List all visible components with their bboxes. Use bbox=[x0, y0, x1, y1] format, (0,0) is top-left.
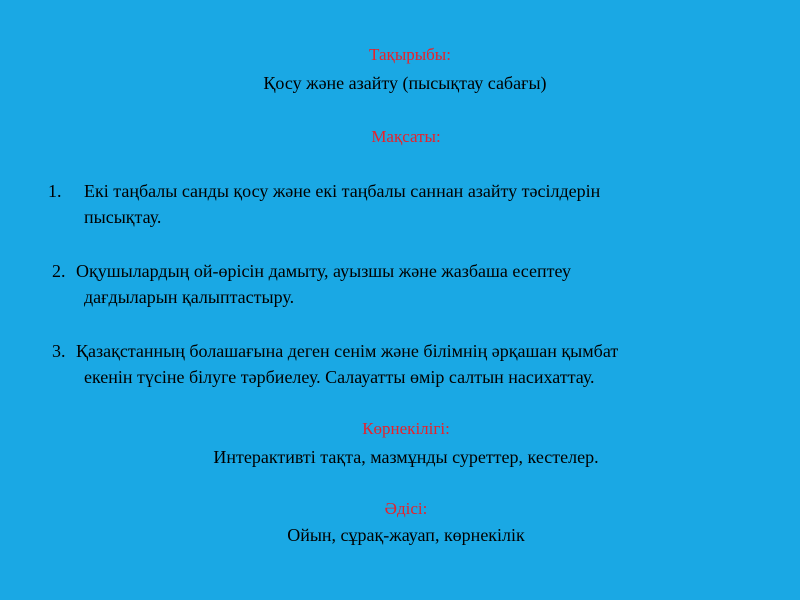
visual-heading: Көрнекілігі: bbox=[362, 419, 450, 438]
visual-text: Интерактивті тақта, мазмұнды суреттер, кестелер. bbox=[213, 447, 599, 467]
goal-line: Оқушылардың ой-өрісін дамыту, ауызшы және жазбаша есептеу bbox=[76, 261, 572, 281]
goal-line: Қазақстанның болашағына деген сенім және білімнің әрқашан қымбат bbox=[76, 341, 619, 361]
goal-heading: Мақсаты: bbox=[371, 127, 441, 146]
goal-number: 3. bbox=[52, 341, 66, 361]
method-text: Ойын, сұрақ-жауап, көрнекілік bbox=[287, 525, 525, 545]
topic-text: Қосу және азайту (пысықтау сабағы) bbox=[263, 73, 547, 93]
topic-heading: Тақырыбы: bbox=[369, 45, 451, 64]
method-heading: Әдісі: bbox=[384, 499, 428, 518]
goal-line: Екі таңбалы санды қосу және екі таңбалы саннан азайту тәсілдерін bbox=[84, 181, 601, 201]
goal-number: 1. bbox=[48, 181, 62, 201]
goal-line: екенін түсіне білуге тәрбиелеу. Салауатты өмір салтын насихаттау. bbox=[84, 367, 595, 387]
goal-line: пысықтау. bbox=[84, 207, 162, 227]
goal-number: 2. bbox=[52, 261, 66, 281]
goal-line: дағдыларын қалыптастыру. bbox=[84, 287, 295, 307]
